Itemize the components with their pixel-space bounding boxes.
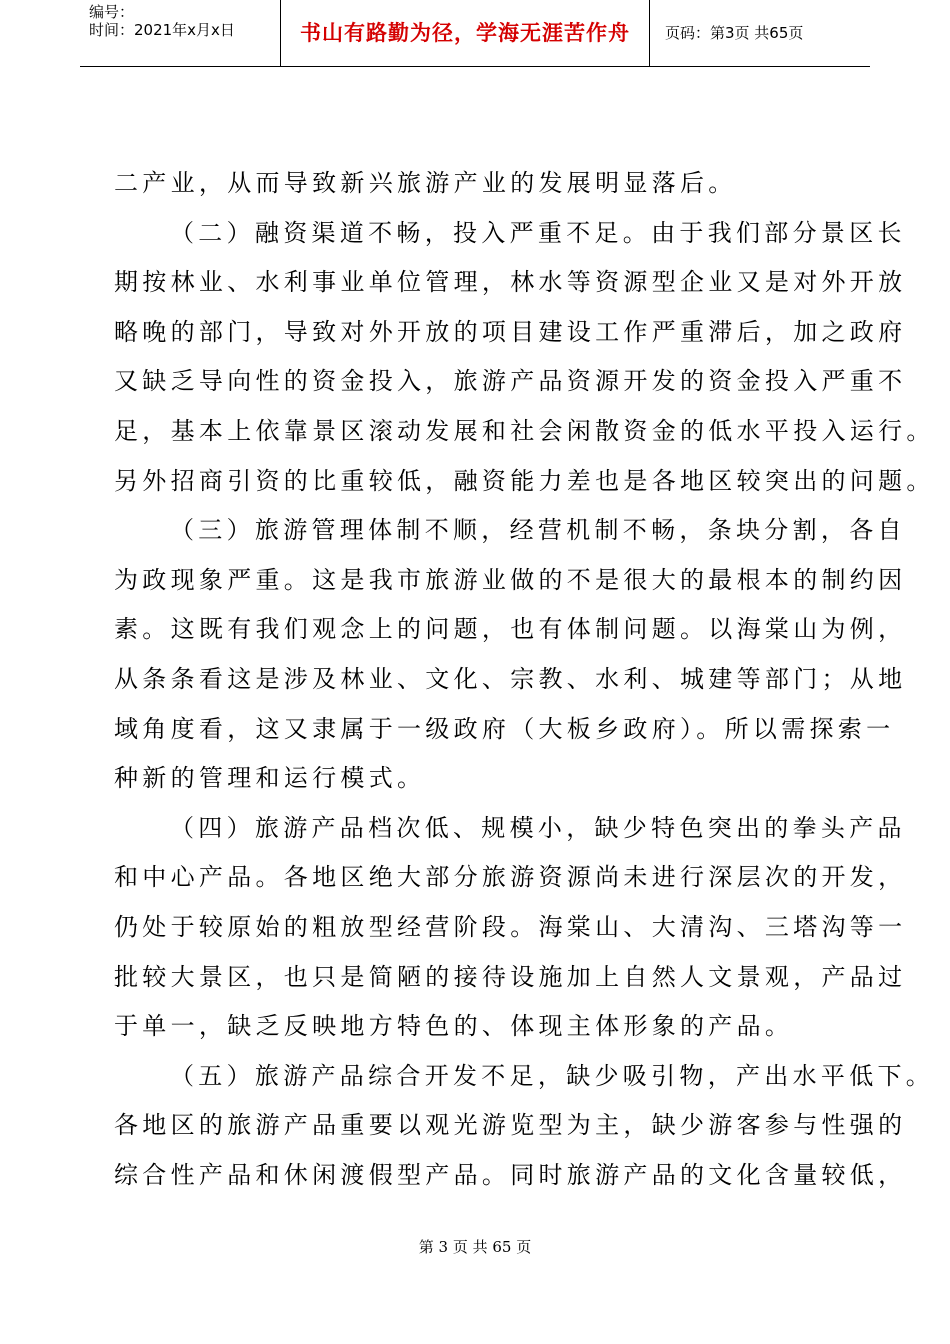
text-line: 素。这既有我们观念上的问题，也有体制问题。以海棠山为例， [114,615,907,644]
page-footer: 第 3 页 共 65 页 [418,1238,532,1256]
text-line: 为政现象严重。这是我市旅游业做的不是很大的最根本的制约因 [114,565,907,594]
text-line: 又缺乏导向性的资金投入，旅游产品资源开发的资金投入严重不 [114,367,907,396]
page-header [80,0,870,67]
text-line: 略晚的部门，导致对外开放的项目建设工作严重滞后，加之政府 [114,317,907,346]
text-line: 仍处于较原始的粗放型经营阶段。海棠山、大清沟、三塔沟等一 [114,912,907,941]
header-meta [80,0,281,66]
text-line: （三）旅游管理体制不顺，经营机制不畅，条块分割，各自 [170,516,906,545]
document-body [114,159,935,1200]
text-line: 批较大景区，也只是简陋的接待设施加上自然人文景观，产品过 [114,962,907,991]
text-line: 足，基本上依靠景区滚动发展和社会闲散资金的低水平投入运行。 [114,416,935,445]
header-page-info: 页码：第3页 共65页 [665,24,804,42]
text-line: 二产业，从而导致新兴旅游产业的发展明显落后。 [114,169,737,197]
text-line: 期按林业、水利事业单位管理，林水等资源型企业又是对外开放 [114,268,907,297]
text-line: 各地区的旅游产品重要以观光游览型为主，缺少游客参与性强的 [114,1111,907,1140]
text-line: 域角度看，这又隶属于一级政府（大板乡政府）。所以需探索一 [114,714,895,743]
text-line: 另外招商引资的比重较低，融资能力差也是各地区较突出的问题。 [114,466,935,495]
text-line: （五）旅游产品综合开发不足，缺少吸引物，产出水平低下。 [170,1061,935,1090]
text-line: 种新的管理和运行模式。 [114,764,426,793]
text-line: 从条条看这是涉及林业、文化、宗教、水利、城建等部门；从地 [114,664,907,693]
text-line: （二）融资渠道不畅，投入严重不足。由于我们部分景区长 [170,218,906,247]
text-line: 综合性产品和休闲渡假型产品。同时旅游产品的文化含量较低， [114,1160,907,1189]
header-motto: 书山有路勤为径，学海无涯苦作舟 [281,0,650,66]
text-line: 和中心产品。各地区绝大部分旅游资源尚未进行深层次的开发， [114,863,907,892]
text-line: （四）旅游产品档次低、规模小，缺少特色突出的拳头产品 [170,813,906,842]
text-line: 于单一，缺乏反映地方特色的、体现主体形象的产品。 [114,1012,794,1041]
date-label: 时间：2021年x月x日 [89,21,235,39]
number-label: 编号： [89,3,135,21]
